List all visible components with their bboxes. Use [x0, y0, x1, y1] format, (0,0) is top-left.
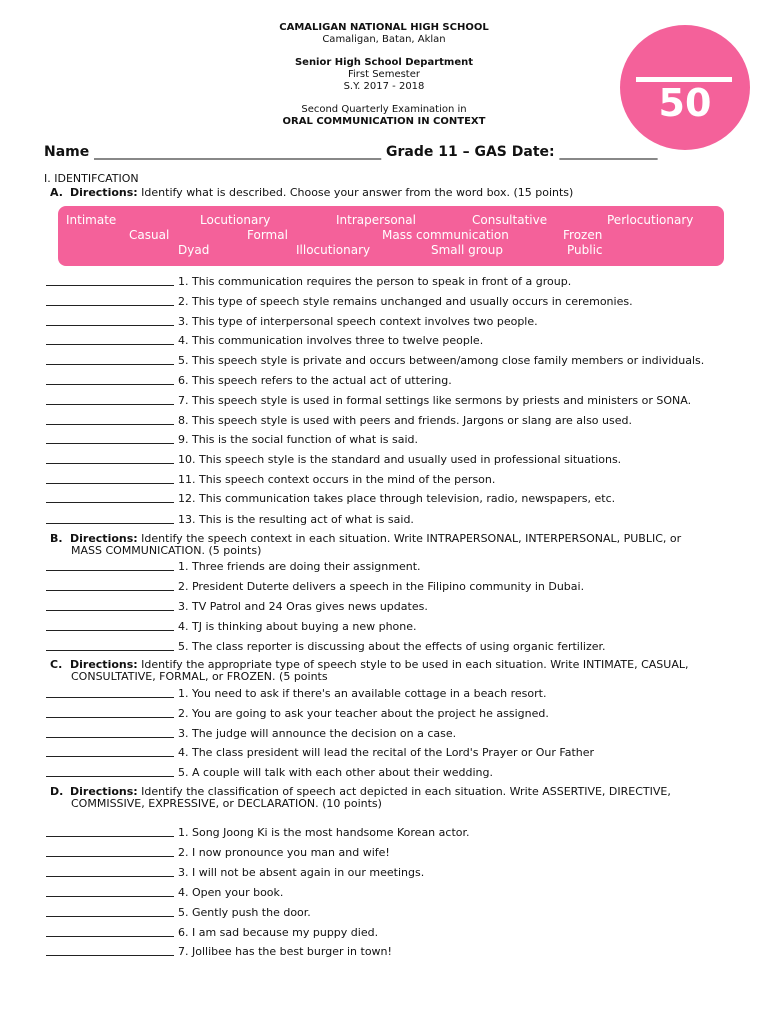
answer-blank[interactable] — [46, 826, 174, 837]
answer-blank[interactable] — [46, 315, 174, 326]
directions-text-continued: CONSULTATIVE, FORMAL, or FROZEN. (5 points — [71, 670, 328, 683]
directions-text-continued: COMMISSIVE, EXPRESSIVE, or DECLARATION. (10 points) — [71, 797, 382, 810]
question-text: 3. The judge will announce the decision on a case. — [178, 727, 457, 740]
question-text: 1. This communication requires the person to speak in front of a group. — [178, 275, 572, 288]
answer-blank[interactable] — [46, 746, 174, 757]
subject-title: ORAL COMMUNICATION IN CONTEXT — [282, 116, 486, 127]
question-item — [46, 354, 704, 367]
answer-blank[interactable] — [46, 394, 174, 405]
school-address: Camaligan, Batan, Aklan — [322, 34, 446, 45]
question-item — [46, 275, 571, 288]
word-option: Formal — [247, 228, 288, 242]
question-text: 2. This type of speech style remains unchanged and usually occurs in ceremonies. — [178, 295, 633, 308]
answer-blank[interactable] — [46, 926, 174, 937]
word-option: Small group — [431, 243, 503, 257]
directions-label: Directions: — [70, 186, 138, 199]
answer-blank[interactable] — [46, 414, 174, 425]
question-text: 1. Song Joong Ki is the most handsome Korean actor. — [178, 826, 470, 839]
name-row — [44, 144, 657, 160]
question-item — [46, 926, 378, 939]
directions-label: Directions: — [70, 658, 138, 671]
question-item — [46, 727, 456, 740]
question-text: 4. The class president will lead the recital of the Lord's Prayer or Our Father — [178, 746, 595, 759]
question-item — [46, 295, 633, 308]
department: Senior High School Department — [294, 57, 474, 68]
question-item — [46, 886, 283, 899]
answer-blank[interactable] — [46, 906, 174, 917]
question-item — [46, 394, 691, 407]
answer-blank[interactable] — [46, 600, 174, 611]
answer-blank[interactable] — [46, 374, 174, 385]
question-item — [46, 766, 493, 779]
question-text: 5. This speech style is private and occurs between/among close family members or individuals. — [178, 354, 705, 367]
answer-blank[interactable] — [46, 492, 174, 503]
word-box — [58, 206, 724, 266]
question-item — [46, 746, 594, 759]
part-a-directions — [50, 187, 740, 199]
question-text: 5. A couple will talk with each other about their wedding. — [178, 766, 493, 779]
question-item — [46, 513, 414, 526]
question-item — [46, 846, 390, 859]
question-item — [46, 473, 495, 486]
question-item — [46, 707, 549, 720]
part-d-directions — [50, 786, 740, 810]
school-name: CAMALIGAN NATIONAL HIGH SCHOOL — [279, 22, 489, 33]
question-item — [46, 433, 418, 446]
directions-text-continued: MASS COMMUNICATION. (5 points) — [71, 544, 262, 557]
word-option: Public — [567, 243, 603, 257]
word-option: Perlocutionary — [607, 213, 694, 227]
question-item — [46, 374, 452, 387]
answer-blank[interactable] — [46, 560, 174, 571]
question-text: 10. This speech style is the standard and usually used in professional situations. — [178, 453, 622, 466]
question-text: 11. This speech context occurs in the mind of the person. — [178, 473, 496, 486]
answer-blank[interactable] — [46, 945, 174, 956]
question-item — [46, 315, 538, 328]
question-text: 8. This speech style is used with peers and friends. Jargons or slang are also used. — [178, 414, 632, 427]
answer-blank[interactable] — [46, 846, 174, 857]
word-option: Dyad — [178, 243, 210, 257]
word-option: Locutionary — [200, 213, 271, 227]
directions-label: Directions: — [70, 785, 138, 798]
question-item — [46, 414, 632, 427]
part-letter: B. — [50, 532, 63, 545]
question-item — [46, 826, 470, 839]
word-option: Mass communication — [382, 228, 509, 242]
question-text: 7. Jollibee has the best burger in town! — [178, 945, 392, 958]
question-text: 2. You are going to ask your teacher about the project he assigned. — [178, 707, 549, 720]
answer-blank[interactable] — [46, 580, 174, 591]
directions-text: Identify the appropriate type of speech style to be used in each situation. Write INTIMATE, CASUAL, — [137, 658, 689, 671]
answer-blank[interactable] — [46, 620, 174, 631]
answer-blank[interactable] — [46, 727, 174, 738]
school-year: S.Y. 2017 - 2018 — [343, 81, 425, 92]
answer-blank[interactable] — [46, 295, 174, 306]
part-c-directions — [50, 659, 740, 683]
total-score: 50 — [658, 81, 712, 125]
question-text: 12. This communication takes place through television, radio, newspapers, etc. — [178, 492, 616, 505]
question-text: 9. This is the social function of what is said. — [178, 433, 418, 446]
directions-text: Identify what is described. Choose your answer from the word box. (15 points) — [137, 186, 574, 199]
part-b-directions — [50, 533, 740, 557]
semester: First Semester — [347, 69, 420, 80]
directions-label: Directions: — [70, 532, 138, 545]
question-text: 1. Three friends are doing their assignment. — [178, 560, 421, 573]
answer-blank[interactable] — [46, 766, 174, 777]
word-option: Intrapersonal — [336, 213, 416, 227]
score-circle — [620, 25, 750, 150]
question-text: 5. The class reporter is discussing about the effects of using organic fertilizer. — [178, 640, 606, 653]
answer-blank[interactable] — [46, 453, 174, 464]
answer-blank[interactable] — [46, 513, 174, 524]
question-text: 4. TJ is thinking about buying a new phone. — [178, 620, 417, 633]
question-text: 6. This speech refers to the actual act of uttering. — [178, 374, 452, 387]
answer-blank[interactable] — [46, 354, 174, 365]
part-letter: D. — [50, 785, 64, 798]
question-item — [46, 453, 621, 466]
question-text: 5. Gently push the door. — [178, 906, 311, 919]
question-text: 7. This speech style is used in formal settings like sermons by priests and ministers or SONA. — [178, 394, 692, 407]
question-item — [46, 945, 392, 958]
question-item — [46, 620, 417, 633]
question-item — [46, 334, 483, 347]
question-text: 3. TV Patrol and 24 Oras gives news updates. — [178, 600, 428, 613]
question-text: 3. This type of interpersonal speech context involves two people. — [178, 315, 538, 328]
name-label: Name — [44, 144, 90, 160]
question-text: 2. I now pronounce you man and wife! — [178, 846, 390, 859]
question-item — [46, 600, 428, 613]
answer-blank[interactable] — [46, 687, 174, 698]
question-item — [46, 906, 311, 919]
question-text: 13. This is the resulting act of what is said. — [178, 513, 414, 526]
question-text: 3. I will not be absent again in our meetings. — [178, 866, 425, 879]
question-item — [46, 687, 546, 700]
question-text: 2. President Duterte delivers a speech in the Filipino community in Dubai. — [178, 580, 585, 593]
answer-blank[interactable] — [46, 640, 174, 651]
answer-blank[interactable] — [46, 707, 174, 718]
exam-title: Second Quarterly Examination in — [301, 104, 467, 115]
directions-text: Identify the speech context in each situation. Write INTRAPERSONAL, INTERPERSONAL, PUBLIC, or — [137, 532, 682, 545]
grade-label: Grade 11 – GAS Date: — [386, 144, 555, 160]
date-field[interactable]: ______________ — [559, 144, 658, 160]
answer-blank[interactable] — [46, 473, 174, 484]
word-option: Intimate — [66, 213, 117, 227]
answer-blank[interactable] — [46, 334, 174, 345]
part-letter: A. — [50, 186, 63, 199]
question-text: 4. Open your book. — [178, 886, 284, 899]
answer-blank[interactable] — [46, 886, 174, 897]
name-field[interactable]: _________________________________________ — [94, 144, 382, 160]
question-text: 6. I am sad because my puppy died. — [178, 926, 379, 939]
question-item — [46, 492, 615, 505]
question-item — [46, 866, 424, 879]
part-letter: C. — [50, 658, 63, 671]
question-item — [46, 640, 606, 653]
question-item — [46, 580, 584, 593]
word-option: Consultative — [472, 213, 548, 227]
answer-blank[interactable] — [46, 433, 174, 444]
question-item — [46, 560, 421, 573]
word-option: Frozen — [563, 228, 603, 242]
word-option: Illocutionary — [296, 243, 371, 257]
answer-blank[interactable] — [46, 275, 174, 286]
section-identification: I. IDENTIFCATION — [44, 172, 139, 185]
directions-text: Identify the classification of speech act depicted in each situation. Write ASSERTIVE, DIRECTIVE, — [137, 785, 671, 798]
answer-blank[interactable] — [46, 866, 174, 877]
word-option: Casual — [129, 228, 170, 242]
question-text: 1. You need to ask if there's an available cottage in a beach resort. — [178, 687, 547, 700]
question-text: 4. This communication involves three to twelve people. — [178, 334, 484, 347]
